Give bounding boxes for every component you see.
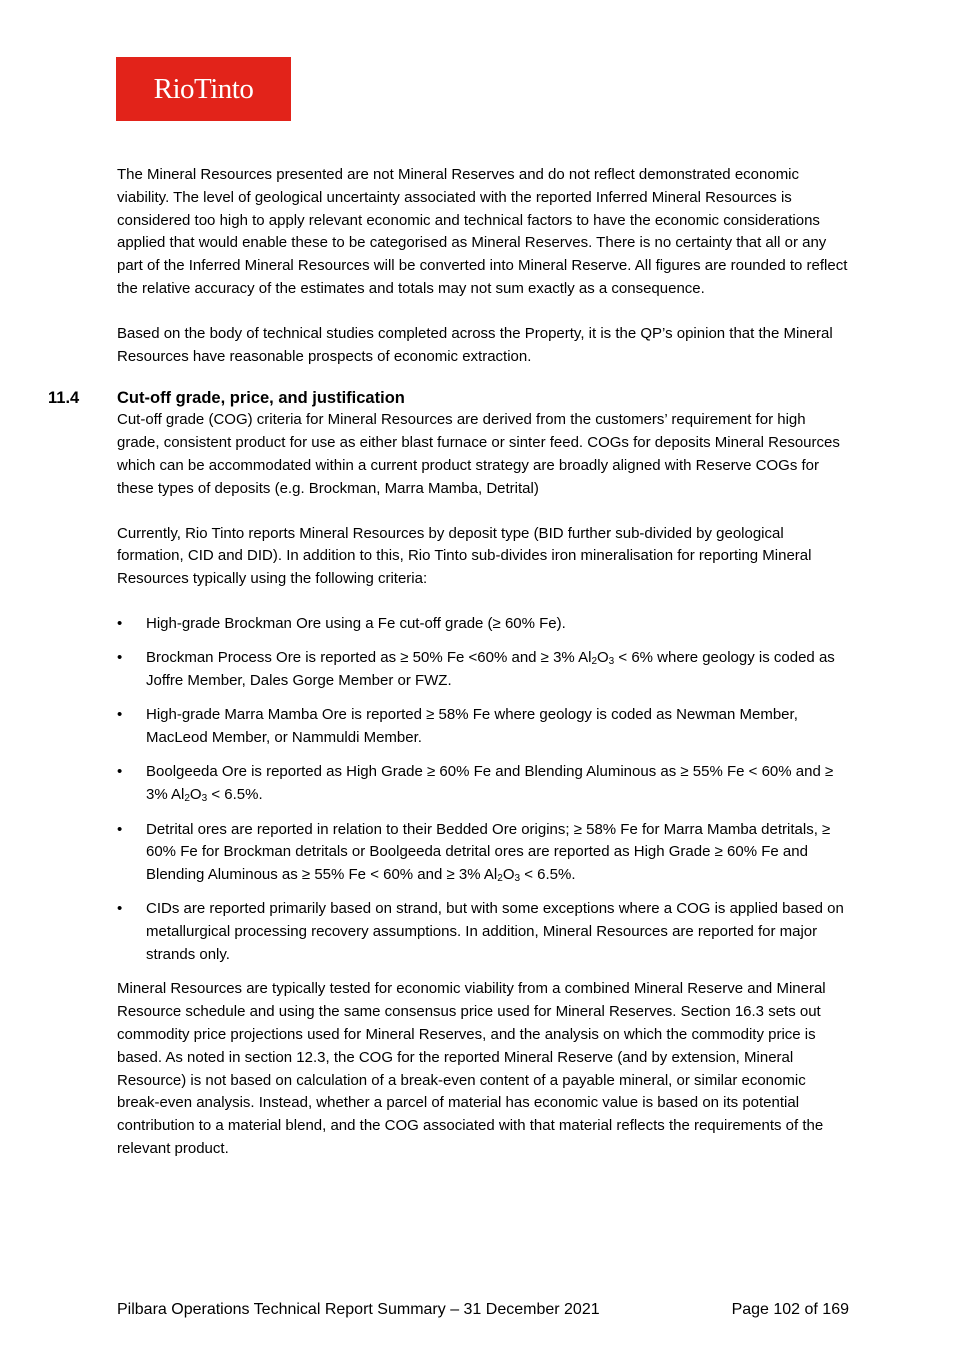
section-number: 11.4	[48, 389, 80, 408]
page-footer	[117, 1299, 849, 1321]
paragraph-cog-criteria: Cut-off grade (COG) criteria for Mineral Resources are derived from the customers’ requirement for high grade, consistent product for use as either blast furnace or sinter feed. COGs for deposits Mineral Resources which can be accommodated within a current product strategy are broadly aligned with Reserve COGs for these types of deposits (e.g. Brockman, Marra Mamba, Detrital)	[117, 411, 840, 497]
list-item: • CIDs are reported primarily based on strand, but with some exceptions where a COG is applied based on metallurgical processing recovery assumptions. In addition, Mineral Resources are reported for major strands only.	[117, 898, 849, 966]
section-title: Cut-off grade, price, and justification	[117, 389, 405, 408]
footer-title: Pilbara Operations Technical Report Summary – 31 December 2021	[117, 1301, 600, 1318]
criteria-list	[117, 613, 849, 967]
list-item: • Detrital ores are reported in relation to their Bedded Ore origins; ≥ 58% Fe for Marra Mamba detritals, ≥ 60% Fe for Brockman detritals or Boolgeeda detrital ores are reported as High Grade ≥ 60% Fe and Blending Aluminous as ≥ 55% Fe < 60% and ≥ 3% $Al_2O_3 < 6.5\%$.	[117, 819, 849, 887]
document-body	[48, 164, 849, 1161]
list-item: • High-grade Marra Mamba Ore is reported ≥ 58% Fe where geology is coded as Newman Member, MacLeod Member, or Nammuldi Member.	[117, 704, 849, 750]
paragraph-qp-opinion: Based on the body of technical studies completed across the Property, it is the QP’s opinion that the Mineral Resources have reasonable prospects of economic extraction.	[117, 324, 833, 365]
list-item: • Brockman Process Ore is reported as ≥ 50% Fe <60% and ≥ 3% $Al_2O_3 < 6\%$ where geology is coded as Joffre Member, Dales Gorge Member or FWZ.	[117, 647, 849, 693]
list-item: • High-grade Brockman Ore using a Fe cut-off grade (≥ 60% Fe).	[117, 613, 849, 636]
paragraph-reporting-criteria: Currently, Rio Tinto reports Mineral Resources by deposit type (BID further sub-divided by geological formation, CID and DID). In addition to this, Rio Tinto sub-divides iron mineralisation for reporting Mineral Resources typically using the following criteria:	[117, 524, 812, 588]
paragraph-mineral-resources-disclaimer: The Mineral Resources presented are not Mineral Reserves and do not reflect demonstrated economic viability. The level of geological uncertainty associated with the reported Inferred Mineral Resources is considered too high to apply relevant economic and technical factors to have the economic considerations applied that would enable these to be categorised as Mineral Reserves. There is no certainty that all or any part of the Inferred Mineral Resources will be converted into Mineral Reserve. All figures are rounded to reflect the relative accuracy of the estimates and totals may not sum exactly as a consequence.	[117, 166, 848, 297]
logo-text: RioTinto	[153, 73, 254, 105]
rio-tinto-logo	[116, 57, 291, 121]
list-item: • Boolgeeda Ore is reported as High Grade ≥ 60% Fe and Blending Aluminous as ≥ 55% Fe < 60% and ≥ 3% $Al_2O_3 < 6.5\%$.	[117, 761, 849, 807]
paragraph-economic-viability: Mineral Resources are typically tested for economic viability from a combined Mineral Reserve and Mineral Resource schedule and using the same consensus price used for Mineral Reserves. Section 16.3 sets out commodity price projections used for Mineral Reserves, and the analysis on which the commodity price is based. As noted in section 12.3, the COG for the reported Mineral Reserve (and by extension, Mineral Resource) is not based on calculation of a break-even content of a payable mineral, or similar economic break-even analysis. Instead, whether a parcel of material has economic value is based on its potential contribution to a material blend, and the COG associated with that material reflects the requirements of the relevant product.	[117, 980, 826, 1157]
page-number: Page 102 of 169	[731, 1301, 849, 1318]
section-heading	[48, 387, 849, 409]
